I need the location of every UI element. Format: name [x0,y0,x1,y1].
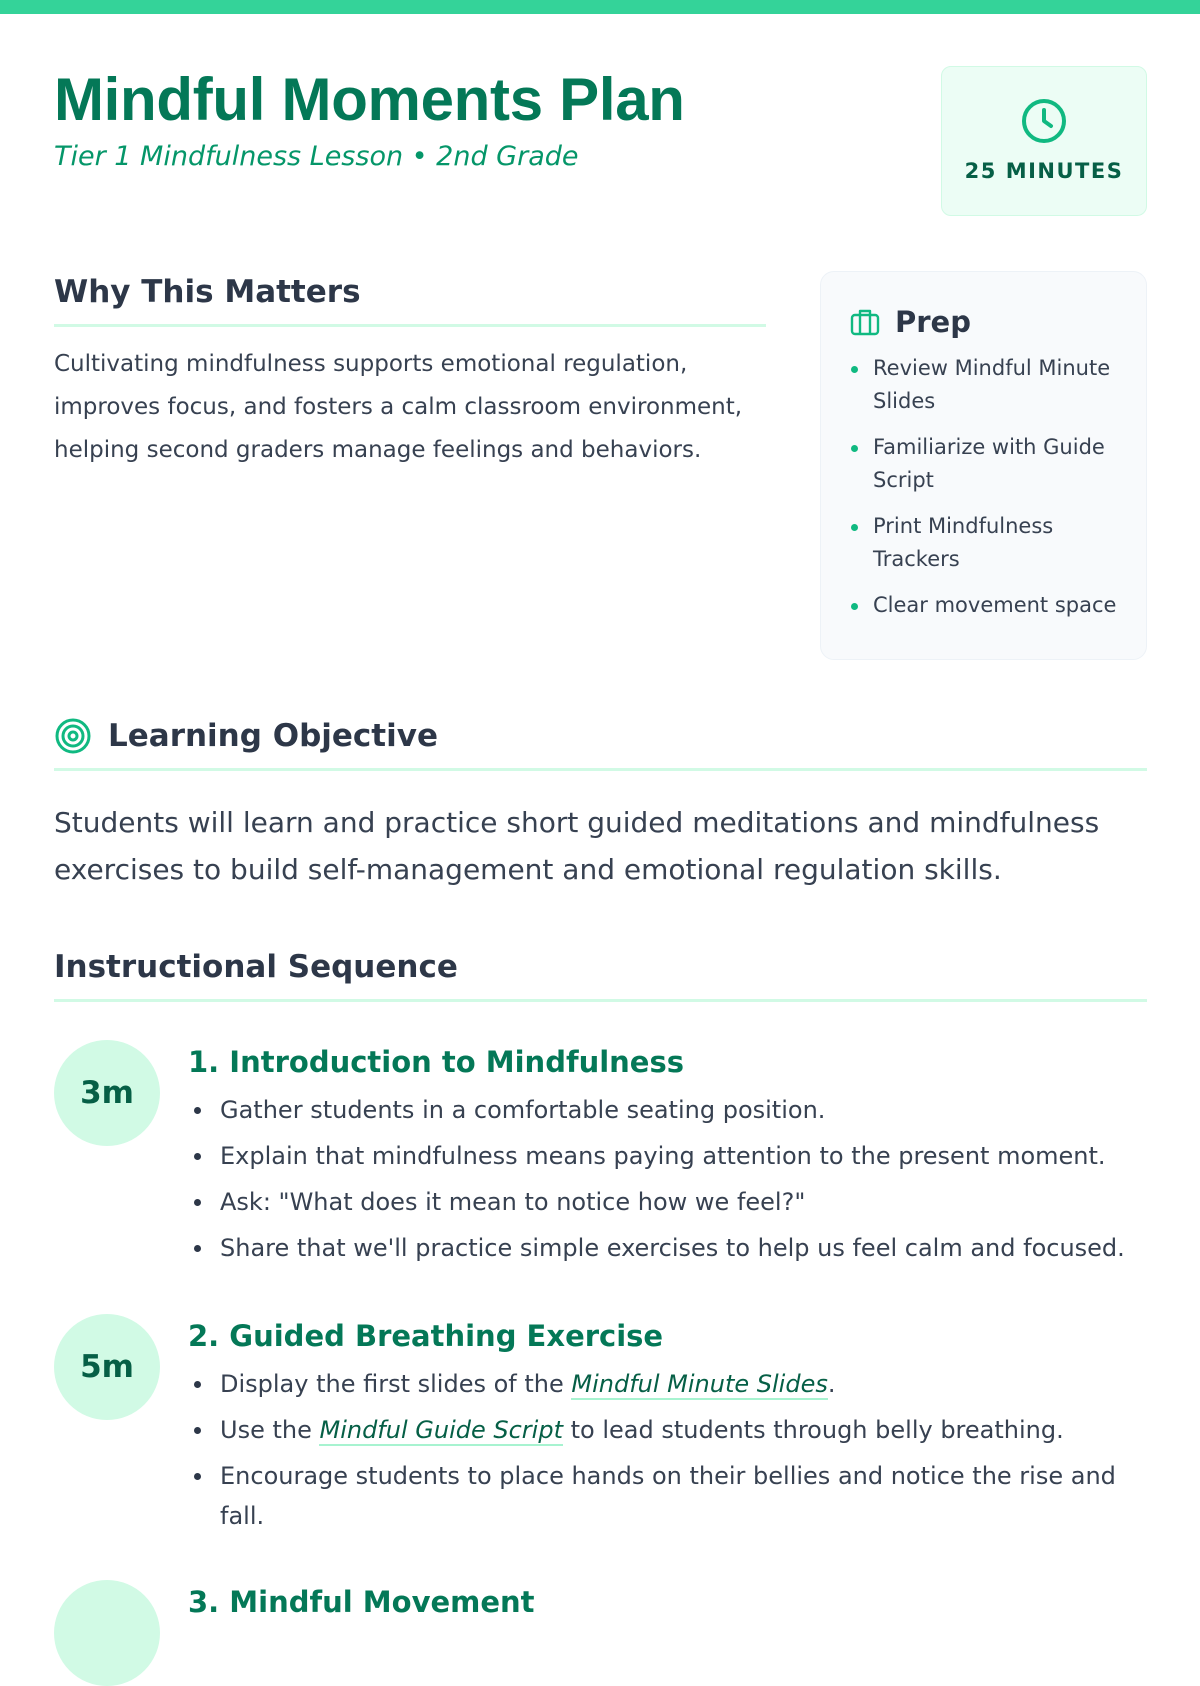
step-time-badge [54,1580,160,1686]
step-title: 1. Introduction to Mindfulness [188,1045,685,1079]
objective-heading-row [54,716,1147,756]
step-item [188,1410,1147,1450]
clock-icon [1020,97,1068,145]
briefcase-icon [849,306,881,338]
step-item-text: Use the [220,1416,320,1444]
objective-heading: Learning Objective [108,718,438,754]
prep-item: Print Mindfulness Trackers [849,510,1120,576]
step-item: Gather students in a comfortable seating position. [188,1090,1147,1130]
lesson-header [54,66,1147,216]
prep-item: Clear movement space [849,589,1120,622]
prep-item: Review Mindful Minute Slides [849,352,1120,418]
step-item-text: . [827,1370,836,1398]
prep-list [849,352,1120,622]
prep-item: Familiarize with Guide Script [849,431,1120,497]
step-item [188,1364,1147,1404]
step-time-badge: 3m [54,1040,160,1146]
step-time-badge: 5m [54,1314,160,1420]
duration-badge [941,66,1147,216]
step-title: 2. Guided Breathing Exercise [188,1319,664,1353]
step-item-text: to lead students through belly breathing. [562,1416,1064,1444]
duration-label: 25 MINUTES [964,159,1124,183]
why-text: Cultivating mindfulness supports emotional regulation, improves focus, and fosters a calm classroom environment, helping second graders manage feelings and behaviors. [54,351,743,463]
why-section [54,272,766,472]
step-item: Encourage students to place hands on their bellies and notice the rise and fall. [188,1456,1147,1536]
step-item: Share that we'll practice simple exercises to help us feel calm and focused. [188,1228,1147,1268]
prep-heading-row [849,302,1120,342]
target-icon [54,717,92,755]
section-divider [54,324,766,327]
section-divider [54,768,1147,771]
page-subtitle: Tier 1 Mindfulness Lesson • 2nd Grade [54,141,579,172]
step-item: Ask: "What does it mean to notice how we feel?" [188,1182,1147,1222]
step-title: 3. Mindful Movement [188,1585,535,1619]
page-title: Mindful Moments Plan [54,66,685,133]
resource-reference: Mindful Minute Slides [571,1370,828,1398]
step-body [188,1314,1147,1542]
objective-text: Students will learn and practice short guided meditations and mindfulness exercises to build self-management and emotional regulation skills. [54,806,1100,886]
why-heading: Why This Matters [54,274,361,310]
objective-section [54,716,1147,893]
step-item-text: Display the first slides of the [220,1370,572,1398]
prep-panel [820,271,1147,660]
step-list [188,1090,1147,1268]
section-divider [54,999,1147,1002]
sequence-section [54,947,1147,1002]
step-body [188,1040,1147,1274]
resource-reference: Mindful Guide Script [319,1416,563,1444]
top-accent-bar [0,0,1200,14]
sequence-heading: Instructional Sequence [54,949,458,985]
step-body [188,1580,1147,1622]
prep-heading: Prep [895,305,971,339]
step-list [188,1364,1147,1536]
step-item: Explain that mindfulness means paying attention to the present moment. [188,1136,1147,1176]
